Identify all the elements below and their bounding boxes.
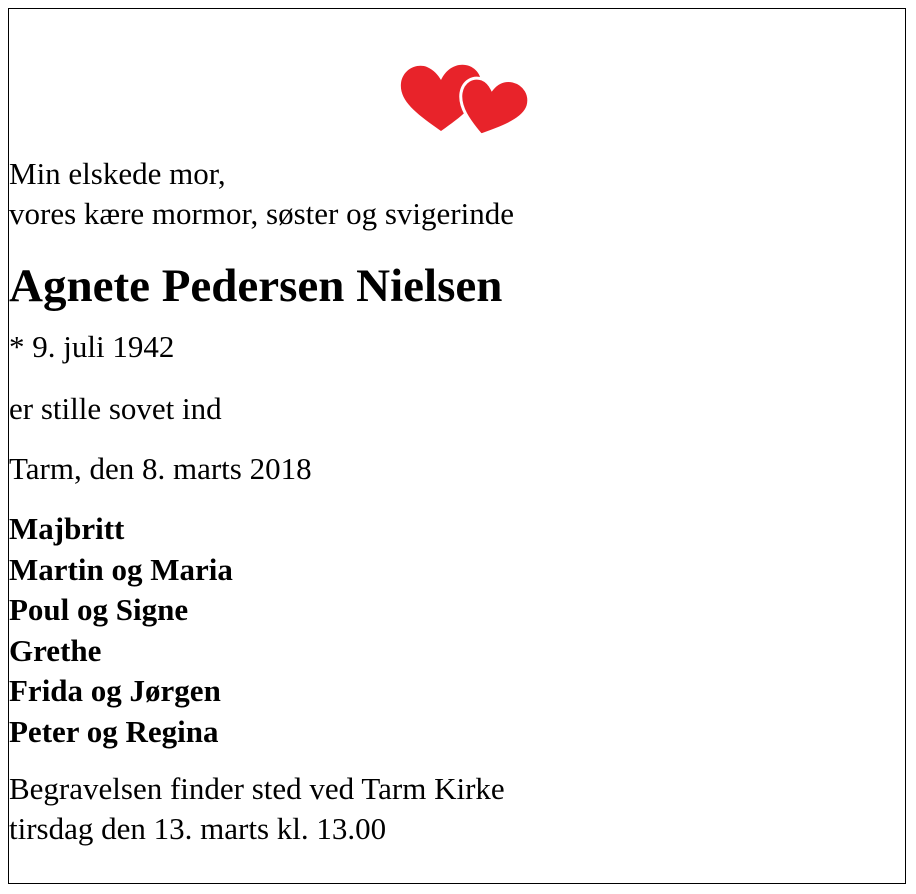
family-member: Peter og Regina <box>9 713 219 749</box>
funeral-info <box>9 769 905 849</box>
funeral-line: Begravelsen finder sted ved Tarm Kirke <box>9 771 505 806</box>
funeral-line: tirsdag den 13. marts kl. 13.00 <box>9 811 387 846</box>
place-and-date: Tarm, den 8. marts 2018 <box>9 451 312 486</box>
family-member: Poul og Signe <box>9 592 189 627</box>
family-member: Majbritt <box>9 511 125 546</box>
family-member: Grethe <box>9 632 102 668</box>
intro-text <box>9 154 905 234</box>
intro-line: vores kære mormor, søster og svigerinde <box>9 196 514 231</box>
family-member: Martin og Maria <box>9 551 233 587</box>
right-heart-icon <box>461 78 529 135</box>
deceased-name: Agnete Pedersen Nielsen <box>9 260 503 312</box>
two-hearts-icon <box>397 59 537 139</box>
birth-date: * 9. juli 1942 <box>9 329 175 364</box>
passed-away-text: er stille sovet ind <box>9 391 222 426</box>
family-member: Frida og Jørgen <box>9 673 221 708</box>
family-list <box>9 509 905 752</box>
intro-line: Min elskede mor, <box>9 156 226 191</box>
death-notice <box>8 8 906 884</box>
